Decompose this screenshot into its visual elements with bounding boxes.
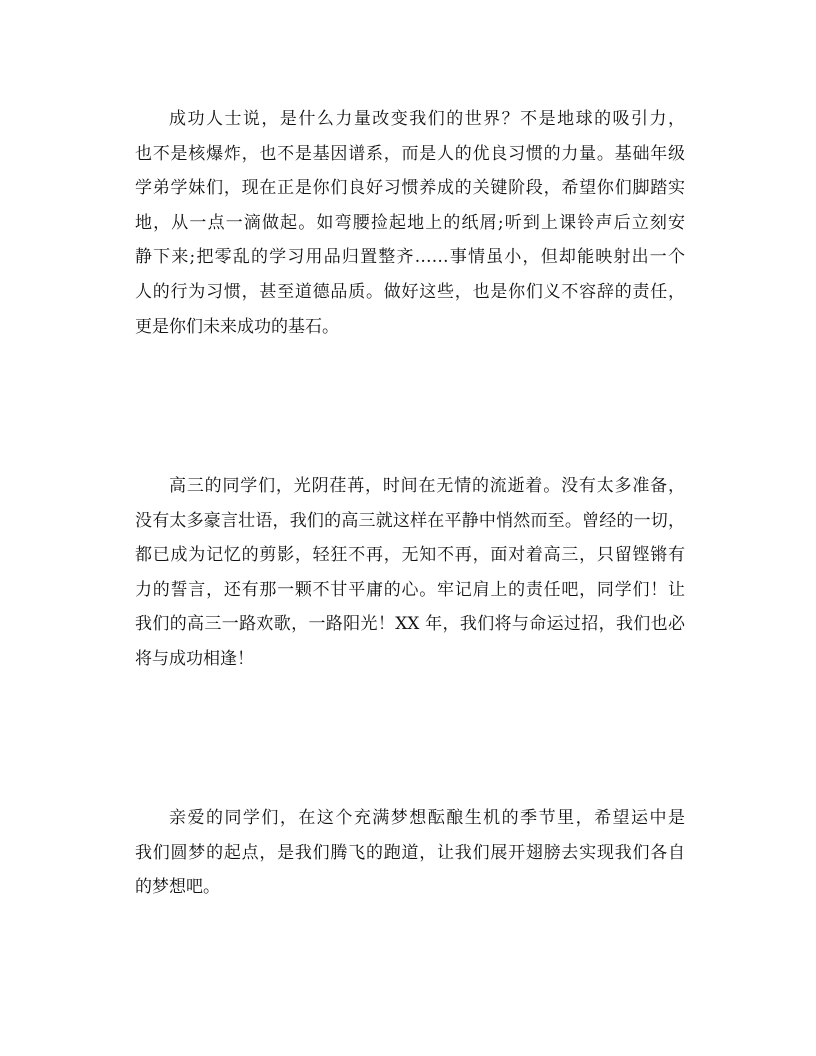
paragraph-line: 成功人士说，是什么力量改变我们的世界？不是地球的吸引力，: [169, 109, 685, 129]
paragraph-line: 将与成功相逢！: [135, 648, 254, 669]
paragraph-line: 我们圆梦的起点，是我们腾飞的跑道，让我们展开翅膀去实现我们各自: [135, 842, 685, 863]
paragraph-line: 的梦想吧。: [135, 877, 220, 898]
paragraph-habits: [135, 102, 685, 344]
paragraph-line: 也不是核爆炸，也不是基因谱系，而是人的优良习惯的力量。基础年级: [135, 143, 685, 164]
paragraph-line: 人的行为习惯，甚至道德品质。做好这些，也是你们义不容辞的责任，: [135, 281, 685, 302]
paragraph-line: 没有太多豪言壮语，我们的高三就这样在平静中悄然而至。曾经的一切，: [135, 510, 685, 531]
paragraph-line: 静下来;把零乱的学习用品归置整齐……事情虽小，但却能映射出一个: [135, 247, 685, 268]
paragraph-dreams: [135, 801, 685, 905]
paragraph-line: 高三的同学们，光阴荏苒，时间在无情的流逝着。没有太多准备，: [169, 476, 685, 496]
paragraph-line: 力的誓言，还有那一颗不甘平庸的心。牢记肩上的责任吧，同学们！让: [135, 579, 685, 600]
paragraph-line: 我们的高三一路欢歌，一路阳光！XX 年，我们将与命运过招，我们也必: [135, 614, 685, 635]
paragraph-line: 更是你们未来成功的基石。: [135, 316, 339, 337]
paragraph-line: 地，从一点一滴做起。如弯腰捡起地上的纸屑;听到上课铃声后立刻安: [135, 212, 685, 233]
paragraph-line: 亲爱的同学们，在这个充满梦想酝酿生机的季节里，希望运中是: [169, 808, 685, 828]
paragraph-line: 都已成为记忆的剪影，轻狂不再，无知不再，面对着高三，只留铿锵有: [135, 545, 685, 566]
paragraph-line: 学弟学妹们，现在正是你们良好习惯养成的关键阶段，希望你们脚踏实: [135, 178, 685, 199]
paragraph-senior-students: [135, 469, 685, 677]
